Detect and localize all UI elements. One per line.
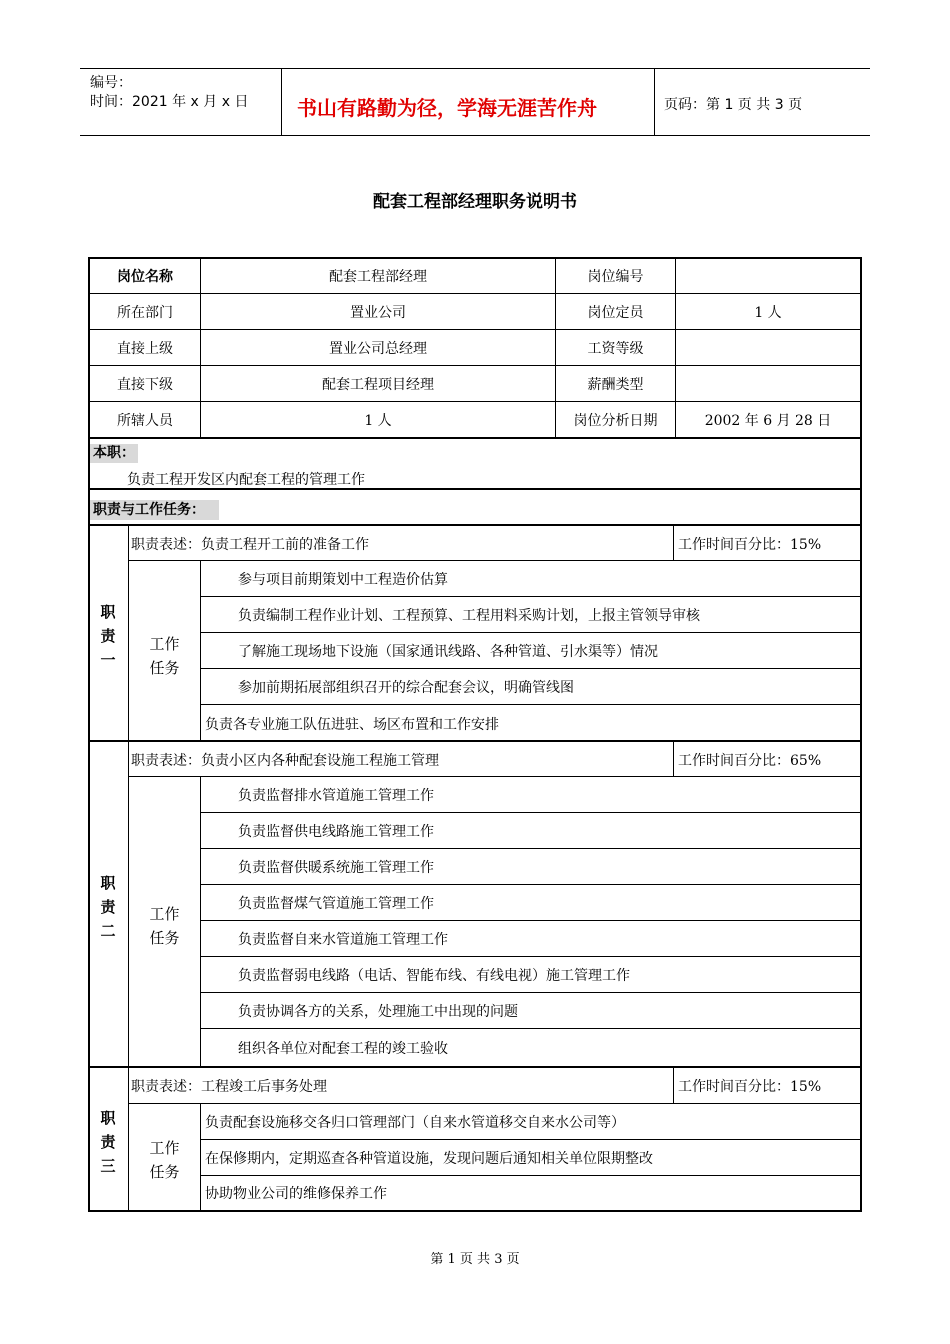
resp3-label: 职 责 三 <box>100 1109 116 1175</box>
resp2-task: 负责监督供电线路施工管理工作 <box>238 823 434 840</box>
label-position-code: 岗位编号 <box>587 269 644 285</box>
duty-text: 负责工程开发区内配套工程的管理工作 <box>127 472 365 488</box>
resp3-description: 职责表述：工程竣工后事务处理 <box>131 1079 327 1095</box>
resp2-task: 负责监督弱电线路（电话、智能布线、有线电视）施工管理工作 <box>238 967 630 984</box>
resp2-task: 负责监督煤气管道施工管理工作 <box>238 895 434 912</box>
label-headcount: 岗位定员 <box>587 304 644 321</box>
value-salary-grade <box>676 330 860 365</box>
value-direct-superior: 置业公司总经理 <box>329 340 427 357</box>
resp2-task: 负责协调各方的关系，处理施工中出现的问题 <box>238 1003 518 1020</box>
resp1-task: 参与项目前期策划中工程造价估算 <box>238 571 448 588</box>
duty-label: 本职： <box>90 444 138 463</box>
resp2-description: 职责表述：负责小区内各种配套设施工程施工管理 <box>131 752 439 769</box>
value-position-code <box>676 259 860 293</box>
resp1-task-label: 工作 任务 <box>149 635 180 677</box>
label-staff-count: 所辖人员 <box>117 412 173 429</box>
slogan: 书山有路勤为径，学海无涯苦作舟 <box>297 96 597 120</box>
resp1-description: 职责表述：负责工程开工前的准备工作 <box>131 536 369 553</box>
resp1-task: 负责编制工程作业计划、工程预算、工程用料采购计划，上报主管领导审核 <box>238 607 700 624</box>
label-analysis-date: 岗位分析日期 <box>573 412 658 429</box>
value-staff-count: 1 人 <box>364 412 392 429</box>
label-salary-grade: 工资等级 <box>587 340 644 357</box>
value-headcount: 1 人 <box>754 304 782 321</box>
document-title: 配套工程部经理职务说明书 <box>373 192 577 212</box>
value-direct-subordinate: 配套工程项目经理 <box>322 376 434 393</box>
resp2-label: 职 责 二 <box>100 874 116 940</box>
value-position-name: 配套工程部经理 <box>329 269 427 285</box>
resp1-time-percentage: 工作时间百分比：15% <box>678 536 822 553</box>
resp1-task: 参加前期拓展部组织召开的综合配套会议，明确管线图 <box>238 679 574 696</box>
resp2-task: 负责监督排水管道施工管理工作 <box>238 787 434 804</box>
value-department: 置业公司 <box>350 304 406 321</box>
resp3-task: 协助物业公司的维修保养工作 <box>205 1186 387 1202</box>
page-info: 页码：第 1 页 共 3 页 <box>664 97 803 113</box>
responsibilities-header: 职责与工作任务： <box>90 500 219 520</box>
resp2-task: 组织各单位对配套工程的竣工验收 <box>238 1040 448 1057</box>
resp3-task: 在保修期内，定期巡查各种管道设施，发现问题后通知相关单位限期整改 <box>205 1150 653 1167</box>
resp1-task: 了解施工现场地下设施（国家通讯线路、各种管道、引水渠等）情况 <box>238 643 658 660</box>
document-time-label: 时间：2021 年 x 月 x 日 <box>90 94 249 110</box>
resp3-task: 负责配套设施移交各归口管理部门（自来水管道移交自来水公司等） <box>205 1114 625 1131</box>
resp3-time-percentage: 工作时间百分比：15% <box>678 1079 822 1095</box>
document-number-label: 编号： <box>90 75 132 91</box>
resp2-task: 负责监督自来水管道施工管理工作 <box>238 931 448 948</box>
label-position-name: 岗位名称 <box>117 269 173 285</box>
label-department: 所在部门 <box>117 304 173 321</box>
value-pay-type <box>676 366 860 401</box>
label-direct-superior: 直接上级 <box>117 340 173 357</box>
resp3-task-label: 工作 任务 <box>149 1139 180 1181</box>
resp1-task: 负责各专业施工队伍进驻、场区布置和工作安排 <box>205 716 499 733</box>
resp2-task: 负责监督供暖系统施工管理工作 <box>238 859 434 876</box>
resp1-label: 职 责 一 <box>100 603 116 669</box>
label-direct-subordinate: 直接下级 <box>117 376 173 393</box>
resp2-time-percentage: 工作时间百分比：65% <box>678 752 822 769</box>
resp2-task-label: 工作 任务 <box>149 905 180 947</box>
page-footer: 第 1 页 共 3 页 <box>430 1252 520 1267</box>
label-pay-type: 薪酬类型 <box>587 376 644 393</box>
value-analysis-date: 2002 年 6 月 28 日 <box>704 412 832 429</box>
